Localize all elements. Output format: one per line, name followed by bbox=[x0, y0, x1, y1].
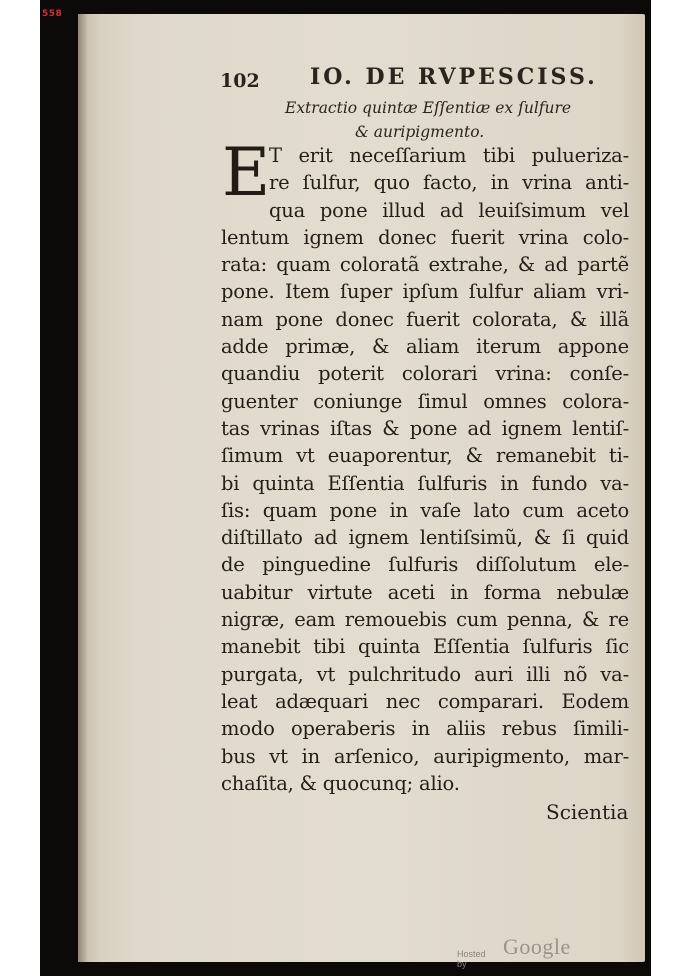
body-line: chaſita, & quocunq; alio. bbox=[221, 771, 460, 795]
body-line: de pinguedine ſulfuris diſſolutum ele- bbox=[221, 553, 629, 577]
catchword: Scientia bbox=[546, 800, 629, 824]
section-heading-line-2: & auripigmento. bbox=[355, 123, 485, 141]
body-line: lentum ignem donec fuerit vrina colo- bbox=[221, 225, 629, 249]
body-line: adde primæ, & aliam iterum appone bbox=[221, 335, 629, 359]
body-line: diſtillato ad ignem lentiſsimũ, & ſi quid bbox=[221, 526, 629, 550]
body-line: ſis: quam pone in vaſe lato cum aceto bbox=[221, 498, 629, 522]
body-line: purgata, vt pulchritudo auri illi nõ va- bbox=[221, 662, 629, 686]
page-number: 102 bbox=[220, 70, 260, 92]
body-line: leat adæquari nec comparari. Eodem bbox=[221, 689, 629, 713]
body-line: manebit tibi quinta Eſſentia ſulfuris ſic bbox=[221, 635, 629, 659]
body-line: bi quinta Eſſentia ſulfuris in fundo va- bbox=[221, 471, 629, 495]
body-line: pone. Item ſuper ipſum ſulfur aliam vri- bbox=[221, 280, 629, 304]
drop-cap: E bbox=[222, 134, 271, 211]
body-line: bus vt in arſenico, auripigmento, mar- bbox=[221, 744, 629, 768]
section-heading bbox=[285, 96, 605, 144]
body-line: ſimum vt euaporentur, & remanebit ti- bbox=[221, 444, 629, 468]
hosted-by-label: Hosted by bbox=[457, 949, 486, 969]
running-head-title: IO. DE RVPESCISS. bbox=[310, 64, 598, 90]
body-line: uabitur virtute aceti in forma nebulæ bbox=[221, 580, 629, 604]
google-logo: Google bbox=[503, 934, 571, 959]
body-line: tas vrinas iſtas & pone ad ignem lentiſ- bbox=[221, 416, 629, 440]
body-line: modo operaberis in aliis rebus ſimili- bbox=[221, 717, 629, 741]
body-line: re ſulfur, quo facto, in vrina anti- bbox=[269, 171, 629, 195]
scan-label: 558 bbox=[42, 9, 63, 19]
section-heading-line-1: Extractio quintæ Eſſentiæ ex ſulfure bbox=[285, 99, 572, 117]
body-line: guenter coniunge ſimul omnes colora- bbox=[221, 389, 629, 413]
body-line: nigræ, eam remouebis cum penna, & re bbox=[221, 608, 629, 632]
body-text bbox=[221, 134, 629, 797]
body-line: nam pone donec fuerit colorata, & illã bbox=[221, 307, 629, 331]
body-line: quandiu poterit colorari vrina: conſe- bbox=[221, 362, 629, 386]
body-line: T erit neceſſarium tibi pulueriza- bbox=[269, 144, 629, 167]
body-line: qua pone illud ad leuiſsimum vel bbox=[269, 198, 629, 222]
body-line: rata: quam coloratã extrahe, & ad partẽ bbox=[221, 253, 629, 277]
page-gutter-shadow bbox=[78, 14, 88, 962]
